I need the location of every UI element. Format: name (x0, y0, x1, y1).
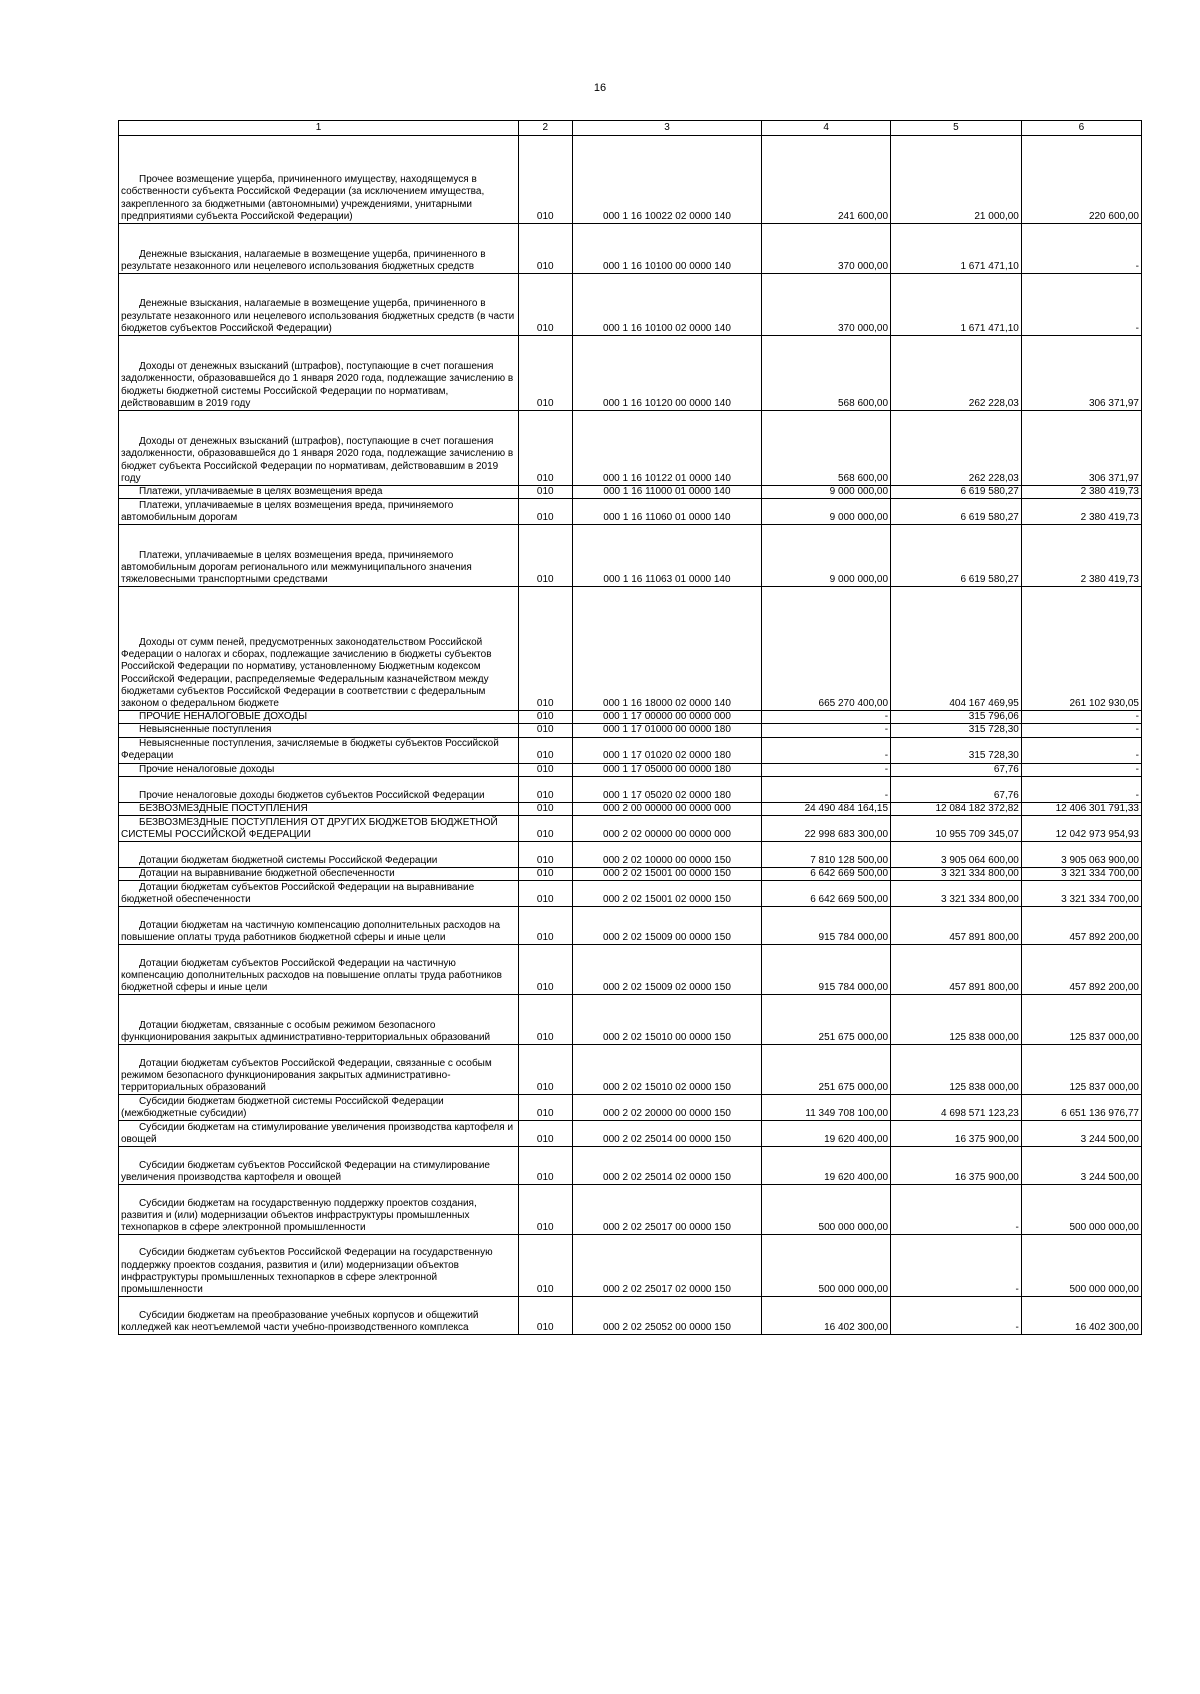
table-row (119, 945, 1142, 995)
row-line-code: 010 (518, 816, 572, 842)
row-executed: 1 671 471,10 (891, 224, 1022, 274)
row-approved: 9 000 000,00 (762, 525, 891, 587)
row-income-code: 000 2 02 25017 00 0000 150 (572, 1185, 762, 1235)
row-name (119, 1121, 519, 1147)
row-income-code: 000 2 02 15001 00 0000 150 (572, 868, 762, 881)
row-name-text: Прочие неналоговые доходы бюджетов субъектов Российской Федерации (139, 789, 485, 801)
row-name-text: Дотации бюджетам субъектов Российской Федерации на выравнивание бюджетной обеспеченности (121, 881, 475, 906)
row-unexecuted: 3 905 063 900,00 (1021, 842, 1141, 868)
row-line-code: 010 (518, 411, 572, 486)
row-income-code: 000 2 02 10000 00 0000 150 (572, 842, 762, 868)
row-approved: 9 000 000,00 (762, 486, 891, 499)
row-executed: 10 955 709 345,07 (891, 816, 1022, 842)
row-unexecuted: - (1021, 711, 1141, 724)
table-row (119, 737, 1142, 763)
row-income-code: 000 1 16 11000 01 0000 140 (572, 486, 762, 499)
row-executed: 315 728,30 (891, 737, 1022, 763)
row-line-code: 010 (518, 881, 572, 907)
row-executed: 125 838 000,00 (891, 995, 1022, 1045)
row-name (119, 274, 519, 336)
row-approved: 251 675 000,00 (762, 995, 891, 1045)
row-executed: 457 891 800,00 (891, 907, 1022, 945)
table-row (119, 587, 1142, 711)
row-income-code: 000 1 16 18000 02 0000 140 (572, 587, 762, 711)
row-executed: 67,76 (891, 763, 1022, 776)
row-unexecuted: 500 000 000,00 (1021, 1235, 1141, 1297)
header-row (119, 121, 1142, 136)
row-line-code: 010 (518, 274, 572, 336)
row-executed: 3 321 334 800,00 (891, 868, 1022, 881)
row-unexecuted: 500 000 000,00 (1021, 1185, 1141, 1235)
row-name (119, 1185, 519, 1235)
row-unexecuted: 306 371,97 (1021, 336, 1141, 411)
row-name (119, 881, 519, 907)
row-approved: 19 620 400,00 (762, 1121, 891, 1147)
row-line-code: 010 (518, 1121, 572, 1147)
row-approved: - (762, 711, 891, 724)
table-row (119, 336, 1142, 411)
row-name (119, 1297, 519, 1335)
table-row (119, 1147, 1142, 1185)
row-name (119, 411, 519, 486)
row-name-text: Субсидии бюджетам субъектов Российской Федерации на стимулирование увеличения производства картофеля и овощей (121, 1159, 490, 1184)
row-line-code: 010 (518, 711, 572, 724)
row-name-text: Субсидии бюджетам бюджетной системы Российской Федерации (межбюджетные субсидии) (121, 1095, 444, 1120)
row-name-text: Доходы от сумм пеней, предусмотренных законодательством Российской Федерации о налогах и сборах, подлежащие зачислению в бюджеты субъектов Российской Федерации по нормативу, установленному Бюджетным кодексом Российской Федерации, распределяемые Федеральным казначейством между бюджетами субъектов Российской Федерации в соответствии с федеральным законом о федеральном бюджете (121, 636, 492, 709)
header-col-4: 4 (762, 121, 891, 136)
table-row (119, 411, 1142, 486)
row-name-text: Невыясненные поступления, зачисляемые в бюджеты субъектов Российской Федерации (121, 738, 499, 762)
row-name-text: Денежные взыскания, налагаемые в возмещение ущерба, причиненного в результате незаконного или нецелевого использования бюджетных средств (в части бюджетов субъектов Российской Федерации) (121, 298, 515, 334)
row-name-text: Субсидии бюджетам на государственную поддержку проектов создания, развития и (или) модернизации объектов инфраструктуры промышленных технопарков в сфере электронной промышленности (121, 1197, 477, 1234)
row-executed: 457 891 800,00 (891, 945, 1022, 995)
row-unexecuted: - (1021, 724, 1141, 737)
row-unexecuted: 12 406 301 791,33 (1021, 802, 1141, 815)
row-name (119, 776, 519, 802)
row-executed: 262 228,03 (891, 411, 1022, 486)
table-row (119, 881, 1142, 907)
row-approved: 500 000 000,00 (762, 1235, 891, 1297)
row-approved: 7 810 128 500,00 (762, 842, 891, 868)
row-line-code: 010 (518, 525, 572, 587)
row-income-code: 000 2 00 00000 00 0000 000 (572, 802, 762, 815)
row-unexecuted: 2 380 419,73 (1021, 499, 1141, 525)
row-income-code: 000 1 16 10100 02 0000 140 (572, 274, 762, 336)
table-row (119, 1121, 1142, 1147)
row-approved: 370 000,00 (762, 224, 891, 274)
row-name (119, 945, 519, 995)
row-name (119, 525, 519, 587)
table-row (119, 224, 1142, 274)
page-number: 16 (593, 82, 607, 94)
table-row (119, 763, 1142, 776)
row-line-code: 010 (518, 737, 572, 763)
row-unexecuted: 12 042 973 954,93 (1021, 816, 1141, 842)
row-approved: 251 675 000,00 (762, 1045, 891, 1095)
row-name (119, 995, 519, 1045)
row-income-code: 000 2 02 25014 00 0000 150 (572, 1121, 762, 1147)
table-row (119, 802, 1142, 815)
row-name-text: Прочие неналоговые доходы (139, 763, 275, 775)
row-executed: 315 728,30 (891, 724, 1022, 737)
table-row (119, 842, 1142, 868)
row-unexecuted: 3 321 334 700,00 (1021, 868, 1141, 881)
row-executed: - (891, 1185, 1022, 1235)
row-approved: 915 784 000,00 (762, 907, 891, 945)
row-unexecuted: 220 600,00 (1021, 136, 1141, 224)
row-line-code: 010 (518, 224, 572, 274)
row-executed: 4 698 571 123,23 (891, 1095, 1022, 1121)
row-approved: 568 600,00 (762, 411, 891, 486)
row-line-code: 010 (518, 1297, 572, 1335)
row-unexecuted: 125 837 000,00 (1021, 1045, 1141, 1095)
row-executed: 16 375 900,00 (891, 1147, 1022, 1185)
row-line-code: 010 (518, 1045, 572, 1095)
row-line-code: 010 (518, 907, 572, 945)
row-line-code: 010 (518, 842, 572, 868)
row-unexecuted: 3 244 500,00 (1021, 1121, 1141, 1147)
row-executed: 404 167 469,95 (891, 587, 1022, 711)
table-row (119, 724, 1142, 737)
row-income-code: 000 2 02 15001 02 0000 150 (572, 881, 762, 907)
row-unexecuted: 6 651 136 976,77 (1021, 1095, 1141, 1121)
row-line-code: 010 (518, 1185, 572, 1235)
table-row (119, 499, 1142, 525)
row-income-code: 000 2 02 00000 00 0000 000 (572, 816, 762, 842)
row-unexecuted: - (1021, 763, 1141, 776)
row-unexecuted: 3 321 334 700,00 (1021, 881, 1141, 907)
row-name-text: Дотации бюджетам на частичную компенсацию дополнительных расходов на повышение оплаты труда работников бюджетной сферы и иные цели (121, 919, 501, 944)
row-executed: 1 671 471,10 (891, 274, 1022, 336)
row-unexecuted: 125 837 000,00 (1021, 995, 1141, 1045)
row-approved: 568 600,00 (762, 336, 891, 411)
row-executed: 16 375 900,00 (891, 1121, 1022, 1147)
row-executed: 315 796,06 (891, 711, 1022, 724)
row-name-text: ПРОЧИЕ НЕНАЛОГОВЫЕ ДОХОДЫ (139, 711, 308, 723)
row-income-code: 000 2 02 25052 00 0000 150 (572, 1297, 762, 1335)
row-line-code: 010 (518, 724, 572, 737)
row-approved: - (762, 724, 891, 737)
row-executed: 262 228,03 (891, 336, 1022, 411)
row-income-code: 000 1 16 11063 01 0000 140 (572, 525, 762, 587)
row-name (119, 499, 519, 525)
row-name-text: Прочее возмещение ущерба, причиненного имуществу, находящемуся в собственности субъекта Российской Федерации (за исключением имущества, закрепленного за бюджетными (автономными) учреждениями, унитарными предприятиями субъекта Российской Федерации) (121, 174, 485, 222)
row-income-code: 000 2 02 15010 02 0000 150 (572, 1045, 762, 1095)
row-name (119, 1147, 519, 1185)
row-approved: 915 784 000,00 (762, 945, 891, 995)
row-name-text: Платежи, уплачиваемые в целях возмещения вреда, причиняемого автомобильным дорогам регионального или межмуниципального значения тяжеловесными транспортными средствами (121, 549, 472, 585)
row-approved: 11 349 708 100,00 (762, 1095, 891, 1121)
row-name (119, 868, 519, 881)
row-line-code: 010 (518, 587, 572, 711)
row-approved: 241 600,00 (762, 136, 891, 224)
row-name (119, 816, 519, 842)
row-name (119, 763, 519, 776)
row-name-text: Доходы от денежных взысканий (штрафов), поступающие в счет погашения задолженности, образовавшейся до 1 января 2020 года, подлежащие зачислению в бюджет субъекта Российской Федерации по нормативам, действовавшим в 2019 году (121, 436, 514, 484)
row-unexecuted: - (1021, 776, 1141, 802)
row-name-text: Невыясненные поступления (139, 724, 272, 736)
row-income-code: 000 2 02 20000 00 0000 150 (572, 1095, 762, 1121)
row-unexecuted: 261 102 930,05 (1021, 587, 1141, 711)
row-name-text: Дотации на выравнивание бюджетной обеспеченности (139, 868, 395, 880)
row-name (119, 737, 519, 763)
table-row (119, 868, 1142, 881)
row-name-text: Денежные взыскания, налагаемые в возмещение ущерба, причиненного в результате незаконного или нецелевого использования бюджетных средств (121, 248, 486, 272)
row-approved: - (762, 737, 891, 763)
row-unexecuted: - (1021, 224, 1141, 274)
row-executed: 125 838 000,00 (891, 1045, 1022, 1095)
row-name-text: Платежи, уплачиваемые в целях возмещения вреда, причиняемого автомобильным дорогам (121, 499, 454, 523)
row-name (119, 587, 519, 711)
row-line-code: 010 (518, 136, 572, 224)
row-unexecuted: 457 892 200,00 (1021, 945, 1141, 995)
table-row (119, 1185, 1142, 1235)
row-unexecuted: - (1021, 274, 1141, 336)
row-approved: 370 000,00 (762, 274, 891, 336)
row-executed: 6 619 580,27 (891, 525, 1022, 587)
row-income-code: 000 1 16 10122 01 0000 140 (572, 411, 762, 486)
row-name (119, 1095, 519, 1121)
row-name-text: Субсидии бюджетам на стимулирование увеличения производства картофеля и овощей (121, 1121, 514, 1146)
row-approved: - (762, 776, 891, 802)
table-row (119, 776, 1142, 802)
row-income-code: 000 2 02 25014 02 0000 150 (572, 1147, 762, 1185)
row-name (119, 1235, 519, 1297)
row-name-text: БЕЗВОЗМЕЗДНЫЕ ПОСТУПЛЕНИЯ ОТ ДРУГИХ БЮДЖЕТОВ БЮДЖЕТНОЙ СИСТЕМЫ РОССИЙСКОЙ ФЕДЕРАЦИИ (121, 816, 498, 840)
row-executed: 3 905 064 600,00 (891, 842, 1022, 868)
row-name-text: Дотации бюджетам, связанные с особым режимом безопасного функционирования закрытых административно-территориальных образований (121, 1019, 491, 1044)
header-col-6: 6 (1021, 121, 1141, 136)
row-approved: - (762, 763, 891, 776)
row-approved: 24 490 484 164,15 (762, 802, 891, 815)
table-row (119, 816, 1142, 842)
row-income-code: 000 2 02 25017 02 0000 150 (572, 1235, 762, 1297)
row-approved: 9 000 000,00 (762, 499, 891, 525)
row-unexecuted: 3 244 500,00 (1021, 1147, 1141, 1185)
row-line-code: 010 (518, 763, 572, 776)
table-row (119, 995, 1142, 1045)
row-name-text: Дотации бюджетам субъектов Российской Федерации, связанные с особым режимом безопасного функционирования закрытых административно-территориальных образований (121, 1057, 492, 1094)
row-approved: 6 642 669 500,00 (762, 868, 891, 881)
row-executed: 6 619 580,27 (891, 486, 1022, 499)
row-approved: 22 998 683 300,00 (762, 816, 891, 842)
table-row (119, 136, 1142, 224)
row-name (119, 711, 519, 724)
row-executed: 3 321 334 800,00 (891, 881, 1022, 907)
row-income-code: 000 1 17 00000 00 0000 000 (572, 711, 762, 724)
row-unexecuted: 306 371,97 (1021, 411, 1141, 486)
header-col-5: 5 (891, 121, 1022, 136)
row-income-code: 000 1 16 10120 00 0000 140 (572, 336, 762, 411)
row-unexecuted: 16 402 300,00 (1021, 1297, 1141, 1335)
row-income-code: 000 1 16 10022 02 0000 140 (572, 136, 762, 224)
row-income-code: 000 2 02 15010 00 0000 150 (572, 995, 762, 1045)
row-name (119, 136, 519, 224)
row-line-code: 010 (518, 1235, 572, 1297)
row-executed: 6 619 580,27 (891, 499, 1022, 525)
row-name-text: Платежи, уплачиваемые в целях возмещения вреда (139, 486, 383, 497)
table-row (119, 486, 1142, 499)
row-name (119, 724, 519, 737)
row-approved: 500 000 000,00 (762, 1185, 891, 1235)
row-unexecuted: 2 380 419,73 (1021, 486, 1141, 499)
row-name-text: Дотации бюджетам бюджетной системы Российской Федерации (139, 854, 438, 866)
row-approved: 6 642 669 500,00 (762, 881, 891, 907)
row-name-text: Доходы от денежных взысканий (штрафов), поступающие в счет погашения задолженности, образовавшейся до 1 января 2020 года, подлежащие зачислению в бюджеты бюджетной системы Российской Федерации по нормативам, действовавшим в 2019 году (121, 361, 514, 409)
row-unexecuted: - (1021, 737, 1141, 763)
row-unexecuted: 457 892 200,00 (1021, 907, 1141, 945)
row-line-code: 010 (518, 802, 572, 815)
header-col-3: 3 (572, 121, 762, 136)
row-name-text: Субсидии бюджетам на преобразование учебных корпусов и общежитий колледжей как неотъемлемой части учебно-производственного комплекса (121, 1309, 479, 1334)
row-name-text: Дотации бюджетам субъектов Российской Федерации на частичную компенсацию дополнительных расходов на повышение оплаты труда работников бюджетной сферы и иные цели (121, 957, 502, 994)
row-line-code: 010 (518, 945, 572, 995)
budget-execution-table (118, 120, 1142, 1335)
row-income-code: 000 2 02 15009 00 0000 150 (572, 907, 762, 945)
row-line-code: 010 (518, 486, 572, 499)
row-executed: - (891, 1235, 1022, 1297)
row-name (119, 224, 519, 274)
header-col-2: 2 (518, 121, 572, 136)
row-income-code: 000 1 17 05020 02 0000 180 (572, 776, 762, 802)
row-income-code: 000 1 17 01020 02 0000 180 (572, 737, 762, 763)
table-row (119, 1235, 1142, 1297)
row-name (119, 486, 519, 499)
table-row (119, 525, 1142, 587)
row-name-text: Субсидии бюджетам субъектов Российской Федерации на государственную поддержку проектов создания, развития и (или) модернизации объектов инфраструктуры промышленных технопарков в сфере электронной промышленности (121, 1247, 493, 1296)
row-name (119, 907, 519, 945)
row-income-code: 000 1 17 05000 00 0000 180 (572, 763, 762, 776)
row-line-code: 010 (518, 1095, 572, 1121)
row-income-code: 000 1 16 10100 00 0000 140 (572, 224, 762, 274)
table-row (119, 274, 1142, 336)
row-line-code: 010 (518, 995, 572, 1045)
table-row (119, 1297, 1142, 1335)
row-name (119, 1045, 519, 1095)
row-line-code: 010 (518, 868, 572, 881)
row-name (119, 802, 519, 815)
row-unexecuted: 2 380 419,73 (1021, 525, 1141, 587)
table-row (119, 1045, 1142, 1095)
row-executed: 12 084 182 372,82 (891, 802, 1022, 815)
row-line-code: 010 (518, 499, 572, 525)
table-row (119, 1095, 1142, 1121)
row-name-text: БЕЗВОЗМЕЗДНЫЕ ПОСТУПЛЕНИЯ (139, 802, 308, 814)
header-col-1: 1 (119, 121, 519, 136)
row-executed: - (891, 1297, 1022, 1335)
row-approved: 19 620 400,00 (762, 1147, 891, 1185)
row-line-code: 010 (518, 1147, 572, 1185)
row-line-code: 010 (518, 776, 572, 802)
row-income-code: 000 2 02 15009 02 0000 150 (572, 945, 762, 995)
row-income-code: 000 1 17 01000 00 0000 180 (572, 724, 762, 737)
row-executed: 21 000,00 (891, 136, 1022, 224)
row-line-code: 010 (518, 336, 572, 411)
table-row (119, 711, 1142, 724)
row-approved: 16 402 300,00 (762, 1297, 891, 1335)
row-name (119, 842, 519, 868)
table-row (119, 907, 1142, 945)
row-income-code: 000 1 16 11060 01 0000 140 (572, 499, 762, 525)
row-name (119, 336, 519, 411)
row-approved: 665 270 400,00 (762, 587, 891, 711)
row-executed: 67,76 (891, 776, 1022, 802)
